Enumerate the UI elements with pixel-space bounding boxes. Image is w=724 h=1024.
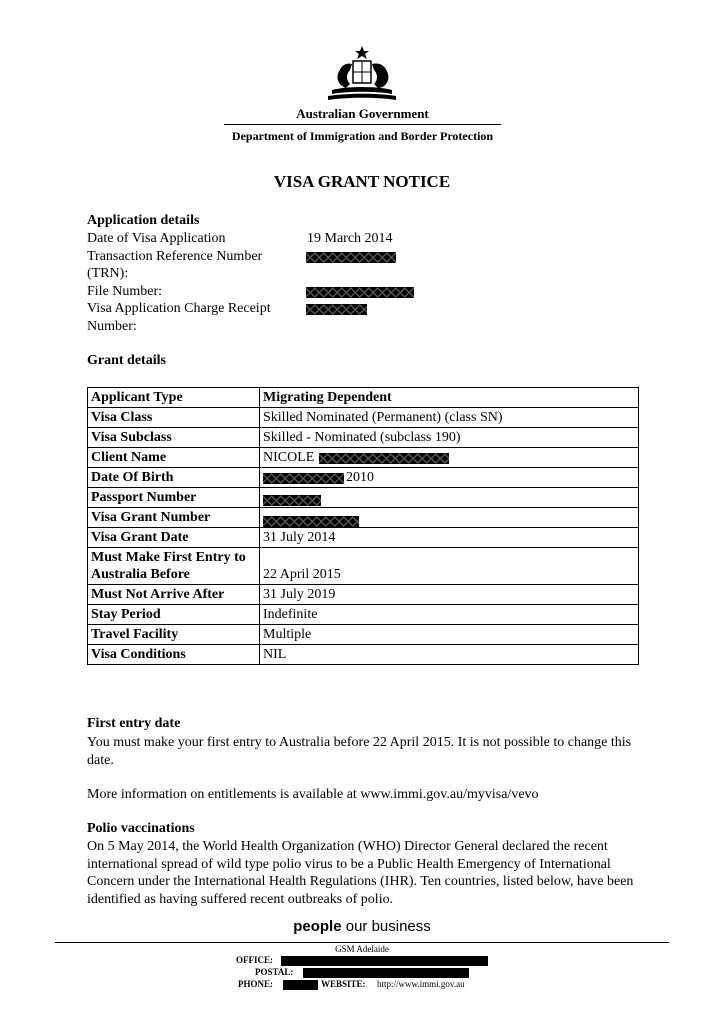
grant-value: 31 July 2019 bbox=[260, 585, 639, 605]
polio-text: On 5 May 2014, the World Health Organization (WHO) Director General declared the recent international spread of wild type polio virus to be a Public Health Emergency of International Concern under the International Health Regulations (IHR). Ten countries, listed below, have been identified as having suffered recent outbreaks of polio. bbox=[87, 839, 634, 907]
table-row bbox=[88, 408, 639, 428]
table-row bbox=[88, 508, 639, 528]
grant-value: Indefinite bbox=[260, 605, 639, 625]
grant-label: Stay Period bbox=[88, 605, 260, 625]
department-name: Department of Immigration and Border Protection bbox=[231, 129, 494, 143]
brand-bold: people bbox=[293, 918, 342, 935]
government-name: Australian Government bbox=[296, 106, 429, 121]
brand-rest: our business bbox=[341, 918, 431, 935]
grant-value-grant-number bbox=[260, 508, 639, 528]
table-row bbox=[88, 548, 639, 585]
visa-application-date-value: 19 March 2014 bbox=[307, 231, 393, 246]
application-details-heading: Application details bbox=[87, 213, 200, 228]
postal-redaction bbox=[303, 968, 469, 978]
office-label: OFFICE: bbox=[236, 955, 273, 965]
grant-value: 22 April 2015 bbox=[260, 548, 639, 585]
grant-label: Date Of Birth bbox=[88, 468, 260, 488]
table-row bbox=[88, 625, 639, 645]
dob-redaction bbox=[263, 473, 344, 484]
grant-details-table bbox=[87, 387, 639, 665]
dob-year: 2010 bbox=[346, 470, 374, 485]
grant-label: Visa Grant Number bbox=[88, 508, 260, 528]
grant-value-passport bbox=[260, 488, 639, 508]
trn-label-cont: (TRN): bbox=[87, 266, 129, 281]
grant-label: Visa Conditions bbox=[88, 645, 260, 665]
grant-value-client-name bbox=[260, 448, 639, 468]
phone-redaction bbox=[283, 980, 318, 990]
grant-label: Applicant Type bbox=[88, 388, 260, 408]
table-row bbox=[88, 488, 639, 508]
website-label: WEBSITE: bbox=[321, 979, 366, 989]
table-row bbox=[88, 388, 639, 408]
document-title: VISA GRANT NOTICE bbox=[273, 172, 451, 191]
footer-brand bbox=[0, 918, 724, 935]
grant-label: Visa Subclass bbox=[88, 428, 260, 448]
first-entry-text: You must make your first entry to Australia before 22 April 2015. It is not possible to change this date. bbox=[87, 735, 632, 768]
grant-label: Client Name bbox=[88, 448, 260, 468]
grant-label: Passport Number bbox=[88, 488, 260, 508]
grant-value-dob bbox=[260, 468, 639, 488]
grant-number-redaction bbox=[263, 516, 359, 527]
receipt-number-label: Visa Application Charge Receipt bbox=[87, 301, 271, 316]
grant-label: Travel Facility bbox=[88, 625, 260, 645]
table-row bbox=[88, 605, 639, 625]
grant-value: Skilled Nominated (Permanent) (class SN) bbox=[260, 408, 639, 428]
grant-value: 31 July 2014 bbox=[260, 528, 639, 548]
file-number-redaction bbox=[306, 287, 414, 298]
postal-label: POSTAL: bbox=[255, 967, 294, 977]
header-divider bbox=[224, 124, 501, 125]
grant-label: Visa Grant Date bbox=[88, 528, 260, 548]
grant-value: Multiple bbox=[260, 625, 639, 645]
receipt-number-redaction bbox=[306, 304, 367, 315]
office-name: GSM Adelaide bbox=[335, 944, 389, 954]
grant-label: Must Not Arrive After bbox=[88, 585, 260, 605]
table-row bbox=[88, 528, 639, 548]
table-row bbox=[88, 428, 639, 448]
visa-application-date-label: Date of Visa Application bbox=[87, 231, 226, 246]
grant-value: NIL bbox=[260, 645, 639, 665]
file-number-label: File Number: bbox=[87, 284, 163, 299]
table-row bbox=[88, 448, 639, 468]
table-row bbox=[88, 585, 639, 605]
polio-heading: Polio vaccinations bbox=[87, 821, 195, 836]
grant-label: Visa Class bbox=[88, 408, 260, 428]
receipt-number-label-cont: Number: bbox=[87, 319, 137, 334]
client-surname-redaction bbox=[319, 453, 449, 464]
table-row bbox=[88, 645, 639, 665]
website-link[interactable]: http://www.immi.gov.au bbox=[377, 979, 465, 989]
footer-divider bbox=[55, 942, 669, 943]
grant-label: Must Make First Entry to Australia Before bbox=[88, 548, 260, 585]
table-row bbox=[88, 468, 639, 488]
grant-value: Migrating Dependent bbox=[260, 388, 639, 408]
grant-value: Skilled - Nominated (subclass 190) bbox=[260, 428, 639, 448]
first-entry-heading: First entry date bbox=[87, 716, 181, 731]
coat-of-arms-icon bbox=[322, 44, 402, 102]
grant-details-heading: Grant details bbox=[87, 353, 166, 368]
phone-label: PHONE: bbox=[238, 979, 273, 989]
passport-redaction bbox=[263, 495, 321, 506]
client-first-name: NICOLE bbox=[263, 450, 315, 465]
more-info-text: More information on entitlements is available at www.immi.gov.au/myvisa/vevo bbox=[87, 787, 539, 802]
trn-label: Transaction Reference Number bbox=[87, 249, 263, 264]
trn-redaction bbox=[306, 252, 396, 263]
office-redaction bbox=[281, 956, 488, 966]
